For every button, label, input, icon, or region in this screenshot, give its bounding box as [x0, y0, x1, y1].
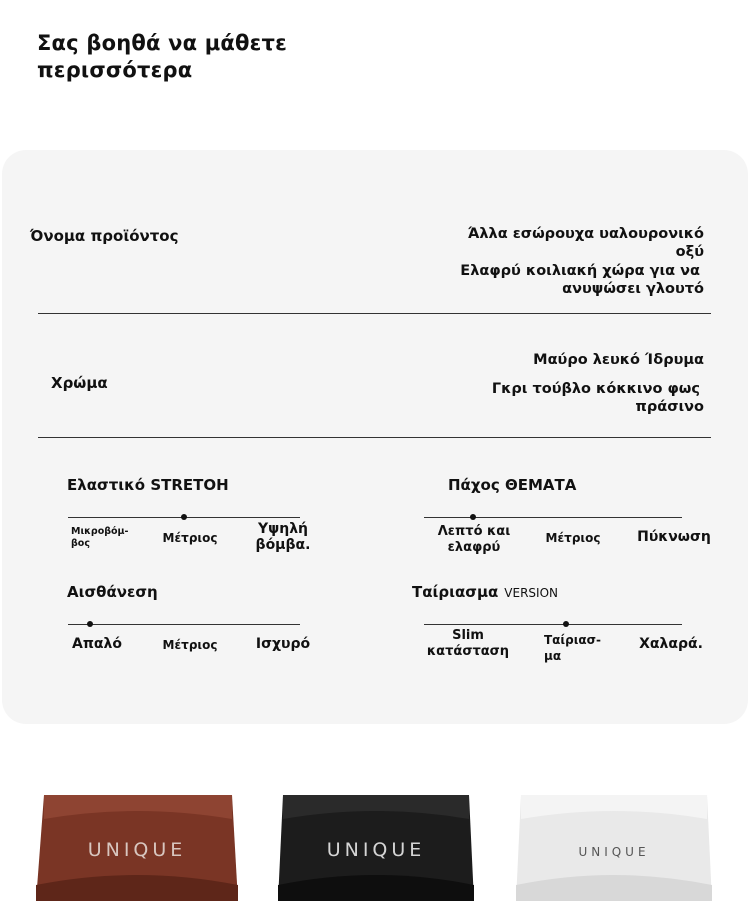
product-name-line-4: ανυψώσει γλουτό: [562, 281, 704, 297]
thickness-scale-title: Πάχος ΘΕΜΑΤΑ: [448, 476, 577, 494]
page-title: Σας βοηθά να μάθετε περισσότερα: [37, 31, 288, 82]
fit-tick-high: Χαλαρά.: [639, 636, 703, 652]
fit-tick-low: Slim κατάσταση: [426, 628, 510, 659]
product-swatch-white: [516, 795, 712, 901]
product-name-line-2: οξύ: [675, 244, 704, 260]
product-brand-label: UNIQUE: [578, 845, 650, 859]
product-brand-label: UNIQUE: [87, 839, 187, 861]
feel-scale-track: [68, 624, 300, 625]
color-line-2: Γκρι τούβλο κόκκινο φως: [491, 381, 700, 397]
feel-scale-title: Αισθάνεση: [67, 583, 158, 601]
elastic-tick-low: Μικροβόμ-βος: [71, 526, 129, 549]
fit-tick-mid: Ταίριασ-μα: [544, 633, 601, 663]
elastic-scale-marker: [181, 514, 187, 520]
elastic-tick-high: Υψηλή βόμβα.: [255, 521, 311, 553]
thickness-scale-track: [424, 517, 682, 518]
feel-tick-high: Ισχυρό: [255, 636, 311, 652]
feel-tick-mid: Μέτριος: [162, 638, 218, 652]
color-line-3: πράσινο: [635, 399, 704, 415]
product-brand-label: UNIQUE: [326, 839, 426, 861]
elastic-scale-title: Ελαστικό STRETOH: [67, 476, 229, 494]
divider: [38, 313, 711, 314]
product-name-line-3: Ελαφρύ κοιλιακή χώρα για να: [460, 263, 700, 279]
color-line-1: Μαύρο λευκό Ίδρυμα: [533, 352, 704, 368]
thickness-tick-mid: Μέτριος: [545, 531, 601, 545]
fit-scale-title-text: Ταίριασμα: [412, 583, 499, 601]
feel-scale-marker: [87, 621, 93, 627]
thickness-scale-marker: [470, 514, 476, 520]
elastic-tick-mid: Μέτριος: [162, 531, 218, 545]
fit-scale-title: [412, 583, 558, 601]
thickness-tick-high: Πύκνωση: [637, 529, 711, 545]
product-name-label: Όνομα προϊόντος: [30, 227, 179, 245]
fit-scale-subtitle: VERSION: [504, 586, 559, 600]
feel-tick-low: Απαλό: [71, 636, 122, 652]
product-swatch-black: [278, 795, 474, 901]
thickness-tick-low: Λεπτό και ελαφρύ: [437, 524, 511, 555]
color-label: Χρώμα: [51, 374, 108, 392]
product-name-line-1: Άλλα εσώρουχα υαλουρονικό: [467, 226, 704, 242]
fit-scale-marker: [563, 621, 569, 627]
fit-scale-track: [424, 624, 682, 625]
divider: [38, 437, 711, 438]
product-swatch-brick-red: [36, 795, 238, 901]
